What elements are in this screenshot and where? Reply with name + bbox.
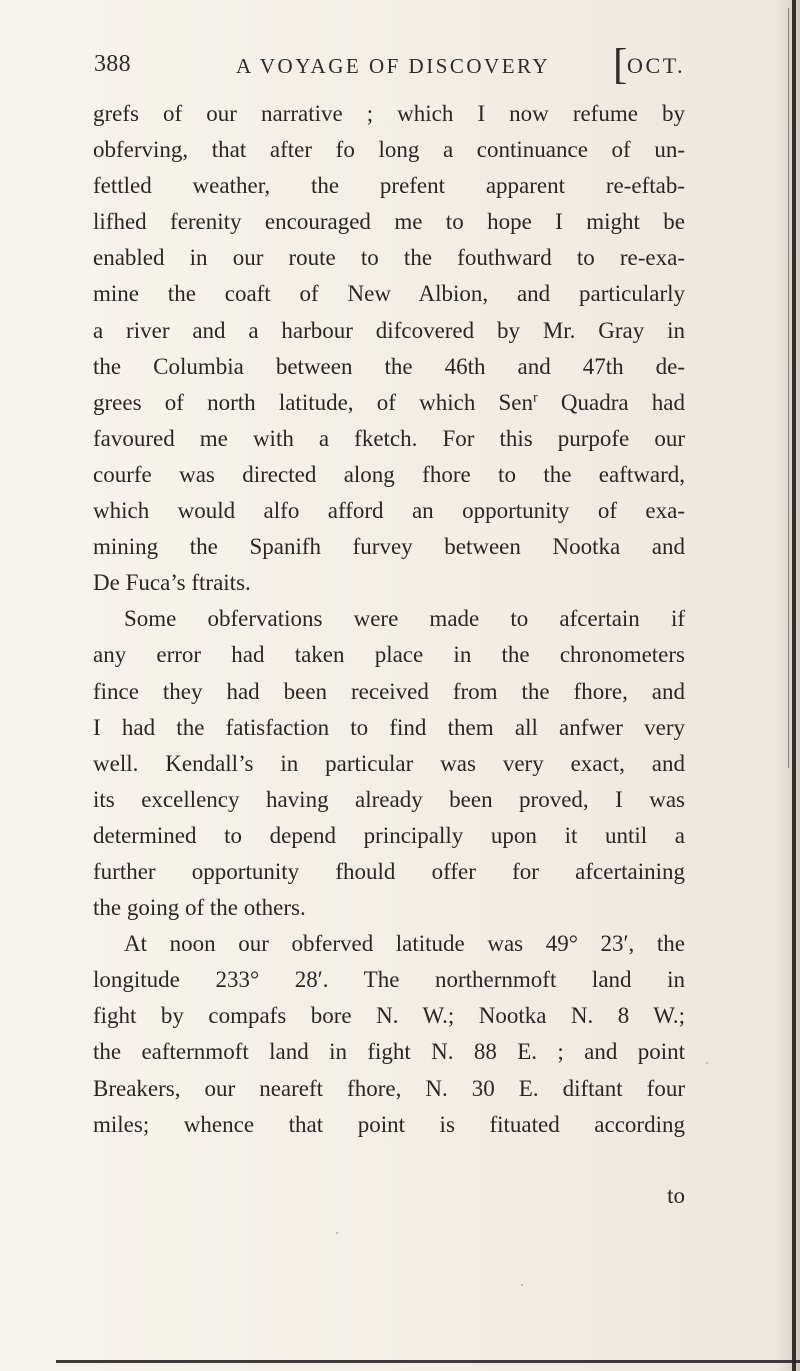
text-line-4: lifhed ferenity encouraged me to hope I might be bbox=[93, 209, 685, 235]
text-line-9 bbox=[93, 385, 685, 421]
running-title: A VOYAGE OF DISCOVERY bbox=[236, 54, 551, 78]
text-line-2: obferving, that after fo long a continuance of un- bbox=[93, 137, 685, 163]
text-line-11: courfe was directed along fhore to the eaftward, bbox=[93, 461, 685, 487]
text-line-9-end: Quadra had bbox=[537, 389, 685, 415]
text-line-17: fince they had been received from the fhore, and bbox=[93, 678, 685, 704]
text-line-28: Breakers, our neareft fhore, N. 30 E. diftant four bbox=[93, 1075, 685, 1101]
text-line-23: the going of the others. bbox=[93, 895, 306, 921]
text-line-18: I had the fatisfaction to find them all anfwer very bbox=[93, 714, 685, 740]
title-abbrev-superscript: r bbox=[533, 390, 538, 406]
paper-speck bbox=[336, 1232, 338, 1234]
text-line-13: mining the Spanifh furvey between Nootka and bbox=[93, 534, 685, 560]
text-line-6: mine the coaft of New Albion, and particularly bbox=[93, 281, 685, 307]
text-line-22: further opportunity fhould offer for afcertaining bbox=[93, 858, 685, 884]
text-line-27: the eafternmoft land in fight N. 88 E. ; and point bbox=[93, 1039, 685, 1065]
text-line-25: longitude 233° 28′. The northernmoft land in bbox=[93, 967, 685, 993]
text-line-19: well. Kendall’s in particular was very exact, and bbox=[93, 750, 685, 776]
text-line-5: enabled in our route to the fouthward to re-exa- bbox=[93, 245, 685, 271]
catchword: to bbox=[667, 1183, 685, 1208]
page-bottom-rule bbox=[56, 1360, 800, 1363]
text-line-1: grefs of our narrative ; which I now refume by bbox=[93, 101, 685, 126]
header-bracket: [ bbox=[613, 41, 628, 88]
paper-speck bbox=[521, 1284, 523, 1286]
page-number: 388 bbox=[94, 51, 131, 77]
text-line-16: any error had taken place in the chronometers bbox=[93, 642, 685, 668]
text-line-10: favoured me with a fketch. For this purpofe our bbox=[93, 425, 685, 451]
running-header bbox=[94, 43, 684, 89]
page-edge-thin-rule bbox=[788, 8, 789, 768]
body-text bbox=[93, 96, 685, 1143]
text-line-7: a river and a harbour difcovered by Mr. Gray in bbox=[93, 317, 685, 343]
text-line-3: fettled weather, the prefent apparent re-eftab- bbox=[93, 173, 685, 199]
paper-speck bbox=[706, 1062, 708, 1064]
text-line-12: which would alfo afford an opportunity of exa- bbox=[93, 498, 685, 524]
text-line-24: At noon our obferved latitude was 49° 23′, the bbox=[124, 931, 685, 957]
text-line-14: De Fuca’s ftraits. bbox=[93, 570, 251, 596]
text-line-20: its excellency having already been proved, I was bbox=[93, 786, 685, 812]
text-line-21: determined to depend principally upon it until a bbox=[93, 822, 685, 848]
header-month: OCT. bbox=[627, 53, 686, 78]
text-line-26: fight by compafs bore N. W.; Nootka N. 8 W.; bbox=[93, 1003, 685, 1029]
text-line-9-start: grees of north latitude, of which Sen bbox=[93, 389, 534, 415]
page-edge-rule bbox=[792, 0, 796, 1371]
text-line-29: miles; whence that point is fituated according bbox=[93, 1111, 685, 1137]
text-line-8: the Columbia between the 46th and 47th de- bbox=[93, 353, 685, 379]
text-line-15: Some obfervations were made to afcertain if bbox=[124, 606, 685, 632]
